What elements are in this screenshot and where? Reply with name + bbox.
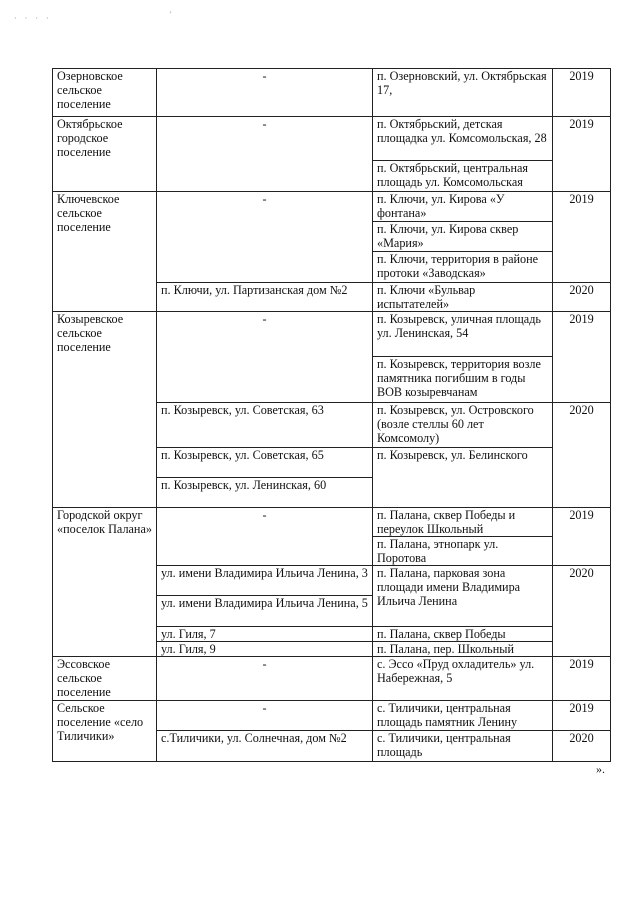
address-cell: ул. Гиля, 9 [157, 642, 373, 657]
location-cell: с. Тиличики, центральная площадь памятник Ленину [373, 701, 553, 731]
location-cell: п. Козыревск, ул. Белинского [373, 448, 553, 508]
location-cell: п. Ключи «Бульвар испытателей» [373, 283, 553, 312]
address-cell: с.Тиличики, ул. Солнечная, дом №2 [157, 731, 373, 762]
address-cell: - [157, 117, 373, 192]
table-row [53, 117, 611, 161]
location-cell: п. Ключи, ул. Кирова «У фонтана» [373, 192, 553, 222]
location-cell: п. Палана, сквер Победы и переулок Школьный [373, 508, 553, 537]
table-row [53, 69, 611, 117]
settlement-cell: Эссовское сельское поселение [53, 657, 157, 701]
address-cell: - [157, 192, 373, 283]
location-cell: п. Палана, пер. Школьный [373, 642, 553, 657]
settlement-cell: Сельское поселение «село Тиличики» [53, 701, 157, 762]
address-cell: - [157, 508, 373, 566]
location-cell: п. Ключи, территория в районе протоки «Заводская» [373, 252, 553, 283]
year-cell: 2019 [553, 312, 611, 403]
table-row [53, 192, 611, 222]
year-cell: 2019 [553, 657, 611, 701]
address-cell: п. Козыревск, ул. Ленинская, 60 [157, 478, 373, 508]
year-cell: 2019 [553, 701, 611, 731]
location-cell: п. Козыревск, уличная площадь ул. Ленинская, 54 [373, 312, 553, 357]
settlement-cell: Козыревское сельское поселение [53, 312, 157, 508]
year-cell: 2020 [553, 731, 611, 762]
year-cell: 2019 [553, 508, 611, 566]
table-row [53, 657, 611, 701]
location-cell: с. Тиличики, центральная площадь [373, 731, 553, 762]
closing-quote: ». [596, 762, 605, 776]
settlement-cell: Ключевское сельское поселение [53, 192, 157, 312]
address-cell: п. Козыревск, ул. Советская, 65 [157, 448, 373, 478]
location-cell: п. Палана, сквер Победы [373, 627, 553, 642]
location-cell: п. Палана, парковая зона площади имени Владимира Ильича Ленина [373, 566, 553, 627]
location-cell: п. Озерновский, ул. Октябрьская 17, [373, 69, 553, 117]
year-cell: 2020 [553, 403, 611, 508]
table-row [53, 701, 611, 731]
improvement-table [52, 68, 611, 762]
address-cell: п. Ключи, ул. Партизанская дом №2 [157, 283, 373, 312]
address-cell: ул. имени Владимира Ильича Ленина, 5 [157, 596, 373, 627]
year-cell: 2019 [553, 192, 611, 283]
scan-tick: ' [170, 10, 172, 19]
address-cell: - [157, 69, 373, 117]
year-cell: 2020 [553, 283, 611, 312]
address-cell: ул. Гиля, 7 [157, 627, 373, 642]
location-cell: п. Октябрьский, центральная площадь ул. Комсомольская [373, 161, 553, 192]
year-cell: 2019 [553, 117, 611, 192]
address-cell: ул. имени Владимира Ильича Ленина, 3 [157, 566, 373, 596]
address-cell: - [157, 657, 373, 701]
scan-marks: · · · · [14, 14, 52, 23]
table-row [53, 312, 611, 357]
location-cell: п. Палана, этнопарк ул. Поротова [373, 537, 553, 566]
address-cell: - [157, 312, 373, 403]
location-cell: с. Эссо «Пруд охладитель» ул. Набережная, 5 [373, 657, 553, 701]
settlement-cell: Октябрьское городское поселение [53, 117, 157, 192]
location-cell: п. Октябрьский, детская площадка ул. Комсомольская, 28 [373, 117, 553, 161]
address-cell: п. Козыревск, ул. Советская, 63 [157, 403, 373, 448]
location-cell: п. Ключи, ул. Кирова сквер «Мария» [373, 222, 553, 252]
table-row [53, 508, 611, 537]
location-cell: п. Козыревск, территория возле памятника погибшим в годы ВОВ козыревчанам [373, 357, 553, 403]
year-cell: 2020 [553, 566, 611, 657]
year-cell: 2019 [553, 69, 611, 117]
address-cell: - [157, 701, 373, 731]
location-cell: п. Козыревск, ул. Островского (возле стеллы 60 лет Комсомолу) [373, 403, 553, 448]
settlement-cell: Городской округ «поселок Палана» [53, 508, 157, 657]
settlement-cell: Озерновское сельское поселение [53, 69, 157, 117]
